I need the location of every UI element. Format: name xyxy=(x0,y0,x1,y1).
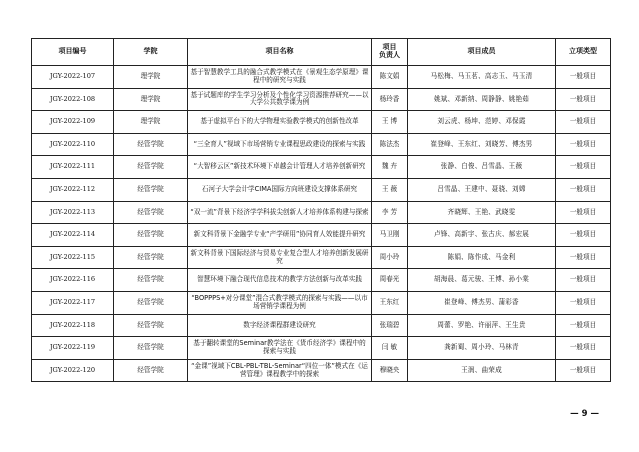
cell-project-name: 基于虚拟平台下的大学物理实验教学模式的创新性改革 xyxy=(188,111,372,134)
cell-leader: 张瑞碧 xyxy=(372,314,408,337)
table-row xyxy=(32,269,611,292)
table-row xyxy=(32,178,611,201)
cell-project-code: JGY-2022-116 xyxy=(32,269,114,292)
cell-leader: 周春光 xyxy=(372,269,408,292)
header-members: 项目成员 xyxy=(408,39,556,66)
cell-college: 经管学院 xyxy=(114,337,188,360)
cell-members: 姚斌、邓新纳、周静静、姚艳茹 xyxy=(408,88,556,111)
cell-leader: 陈法杰 xyxy=(372,133,408,156)
cell-college: 经管学院 xyxy=(114,246,188,269)
cell-college: 经管学院 xyxy=(114,201,188,224)
cell-members: 陈娟、陈作成、马金利 xyxy=(408,246,556,269)
cell-members: 卢锋、高新宇、张古庆、郝宏展 xyxy=(408,224,556,247)
cell-members: 马松梅、马玉茗、高志玉、马玉清 xyxy=(408,66,556,89)
cell-type: 一般项目 xyxy=(556,66,611,89)
cell-project-code: JGY-2022-119 xyxy=(32,337,114,360)
cell-college: 经管学院 xyxy=(114,269,188,292)
cell-project-code: JGY-2022-109 xyxy=(32,111,114,134)
cell-project-code: JGY-2022-112 xyxy=(32,178,114,201)
table-row xyxy=(32,111,611,134)
cell-project-code: JGY-2022-117 xyxy=(32,291,114,314)
cell-project-name: “大智移云区”新技术环境下卓越会计管理人才培养创新研究 xyxy=(188,156,372,179)
cell-members: 王润、曲荣成 xyxy=(408,359,556,382)
cell-type: 一般项目 xyxy=(556,133,611,156)
cell-project-code: JGY-2022-111 xyxy=(32,156,114,179)
cell-project-code: JGY-2022-107 xyxy=(32,66,114,89)
cell-type: 一般项目 xyxy=(556,88,611,111)
cell-members: 吕雪晶、王建中、聂骁、刘嫦 xyxy=(408,178,556,201)
header-college: 学院 xyxy=(114,39,188,66)
table-row xyxy=(32,246,611,269)
cell-leader: 王 博 xyxy=(372,111,408,134)
cell-leader: 王东红 xyxy=(372,291,408,314)
cell-members: 刘云虎、杨坤、范婷、邓保霞 xyxy=(408,111,556,134)
cell-project-name: “金课”视域下CBL-PBL-TBL-Seminar“四位一体”模式在《运营管理》课程教学中的探索 xyxy=(188,359,372,382)
cell-members: 齐晓辉、王艳、武晓雯 xyxy=(408,201,556,224)
cell-type: 一般项目 xyxy=(556,291,611,314)
cell-project-code: JGY-2022-118 xyxy=(32,314,114,337)
cell-project-name: 智慧环境下融合现代信息技术的教学方法创新与改革实践 xyxy=(188,269,372,292)
cell-type: 一般项目 xyxy=(556,269,611,292)
cell-type: 一般项目 xyxy=(556,111,611,134)
cell-project-name: “双一流”背景下经济学学科拔尖创新人才培养体系构建与探索 xyxy=(188,201,372,224)
cell-project-name: 数字经济课程群建设研究 xyxy=(188,314,372,337)
cell-members: 周蕾、罗艳、许丽萍、王生贵 xyxy=(408,314,556,337)
table-row xyxy=(32,133,611,156)
cell-project-name: 基于翻转课堂的Seminar教学法在《货币经济学》课程中的探索与实践 xyxy=(188,337,372,360)
cell-leader: 李 芳 xyxy=(372,201,408,224)
cell-members: 崔登峰、傅杰男、蒲彩香 xyxy=(408,291,556,314)
cell-project-code: JGY-2022-110 xyxy=(32,133,114,156)
projects-table xyxy=(31,38,611,382)
cell-leader: 马卫刚 xyxy=(372,224,408,247)
cell-project-name: “BOPPPS+对分课堂”混合式教学模式的探索与实践——以市场营销学课程为例 xyxy=(188,291,372,314)
header-type: 立项类型 xyxy=(556,39,611,66)
table-row xyxy=(32,314,611,337)
cell-project-name: 基于智慧教学工具的融合式教学模式在《景观生态学原理》课程中的研究与实践 xyxy=(188,66,372,89)
cell-members: 张静、白俊、吕雪晶、王薇 xyxy=(408,156,556,179)
cell-members: 龚新蜀、周小玲、马林青 xyxy=(408,337,556,360)
cell-project-name: 石河子大学会计学CIMA国际方向班建设支撑体系研究 xyxy=(188,178,372,201)
table-header-row xyxy=(32,39,611,66)
cell-leader: 魏 卉 xyxy=(372,156,408,179)
cell-leader: 闫 敏 xyxy=(372,337,408,360)
cell-project-code: JGY-2022-113 xyxy=(32,201,114,224)
cell-college: 理学院 xyxy=(114,111,188,134)
cell-project-code: JGY-2022-114 xyxy=(32,224,114,247)
cell-college: 经管学院 xyxy=(114,314,188,337)
cell-project-code: JGY-2022-115 xyxy=(32,246,114,269)
cell-type: 一般项目 xyxy=(556,359,611,382)
cell-leader: 周小玲 xyxy=(372,246,408,269)
header-leader: 项目 负责人 xyxy=(372,39,408,66)
header-project-name: 项目名称 xyxy=(188,39,372,66)
table-row xyxy=(32,359,611,382)
cell-college: 理学院 xyxy=(114,66,188,89)
table-row xyxy=(32,156,611,179)
cell-college: 经管学院 xyxy=(114,133,188,156)
cell-type: 一般项目 xyxy=(556,156,611,179)
cell-college: 经管学院 xyxy=(114,178,188,201)
cell-project-name: 基于试题库的学生学习分析及个性化学习资源推荐研究——以大学公共数学课为例 xyxy=(188,88,372,111)
cell-leader: 穆晓央 xyxy=(372,359,408,382)
page-number: — 9 — xyxy=(570,409,599,419)
cell-college: 经管学院 xyxy=(114,359,188,382)
cell-type: 一般项目 xyxy=(556,178,611,201)
cell-college: 经管学院 xyxy=(114,156,188,179)
table-row xyxy=(32,66,611,89)
cell-project-name: 新文科背景下国际经济与贸易专业复合型人才培养创新发展研究 xyxy=(188,246,372,269)
cell-members: 胡海晨、葛元骏、王博、孙小棠 xyxy=(408,269,556,292)
table-row xyxy=(32,337,611,360)
cell-type: 一般项目 xyxy=(556,314,611,337)
cell-leader: 杨玲香 xyxy=(372,88,408,111)
table-row xyxy=(32,88,611,111)
cell-college: 经管学院 xyxy=(114,291,188,314)
cell-type: 一般项目 xyxy=(556,224,611,247)
cell-project-name: 新文科背景下金融学专业“产学研用”协同育人效能提升研究 xyxy=(188,224,372,247)
cell-project-name: “三全育人”视域下市场营销专业课程思政建设的探索与实践 xyxy=(188,133,372,156)
header-project-code: 项目编号 xyxy=(32,39,114,66)
cell-project-code: JGY-2022-108 xyxy=(32,88,114,111)
cell-college: 经管学院 xyxy=(114,224,188,247)
table-row xyxy=(32,291,611,314)
cell-leader: 陈文娟 xyxy=(372,66,408,89)
cell-type: 一般项目 xyxy=(556,201,611,224)
table-row xyxy=(32,201,611,224)
cell-leader: 王 薇 xyxy=(372,178,408,201)
cell-project-code: JGY-2022-120 xyxy=(32,359,114,382)
cell-type: 一般项目 xyxy=(556,337,611,360)
cell-type: 一般项目 xyxy=(556,246,611,269)
cell-members: 崔登峰、王东红、刘晓芳、傅杰男 xyxy=(408,133,556,156)
table-row xyxy=(32,224,611,247)
cell-college: 理学院 xyxy=(114,88,188,111)
